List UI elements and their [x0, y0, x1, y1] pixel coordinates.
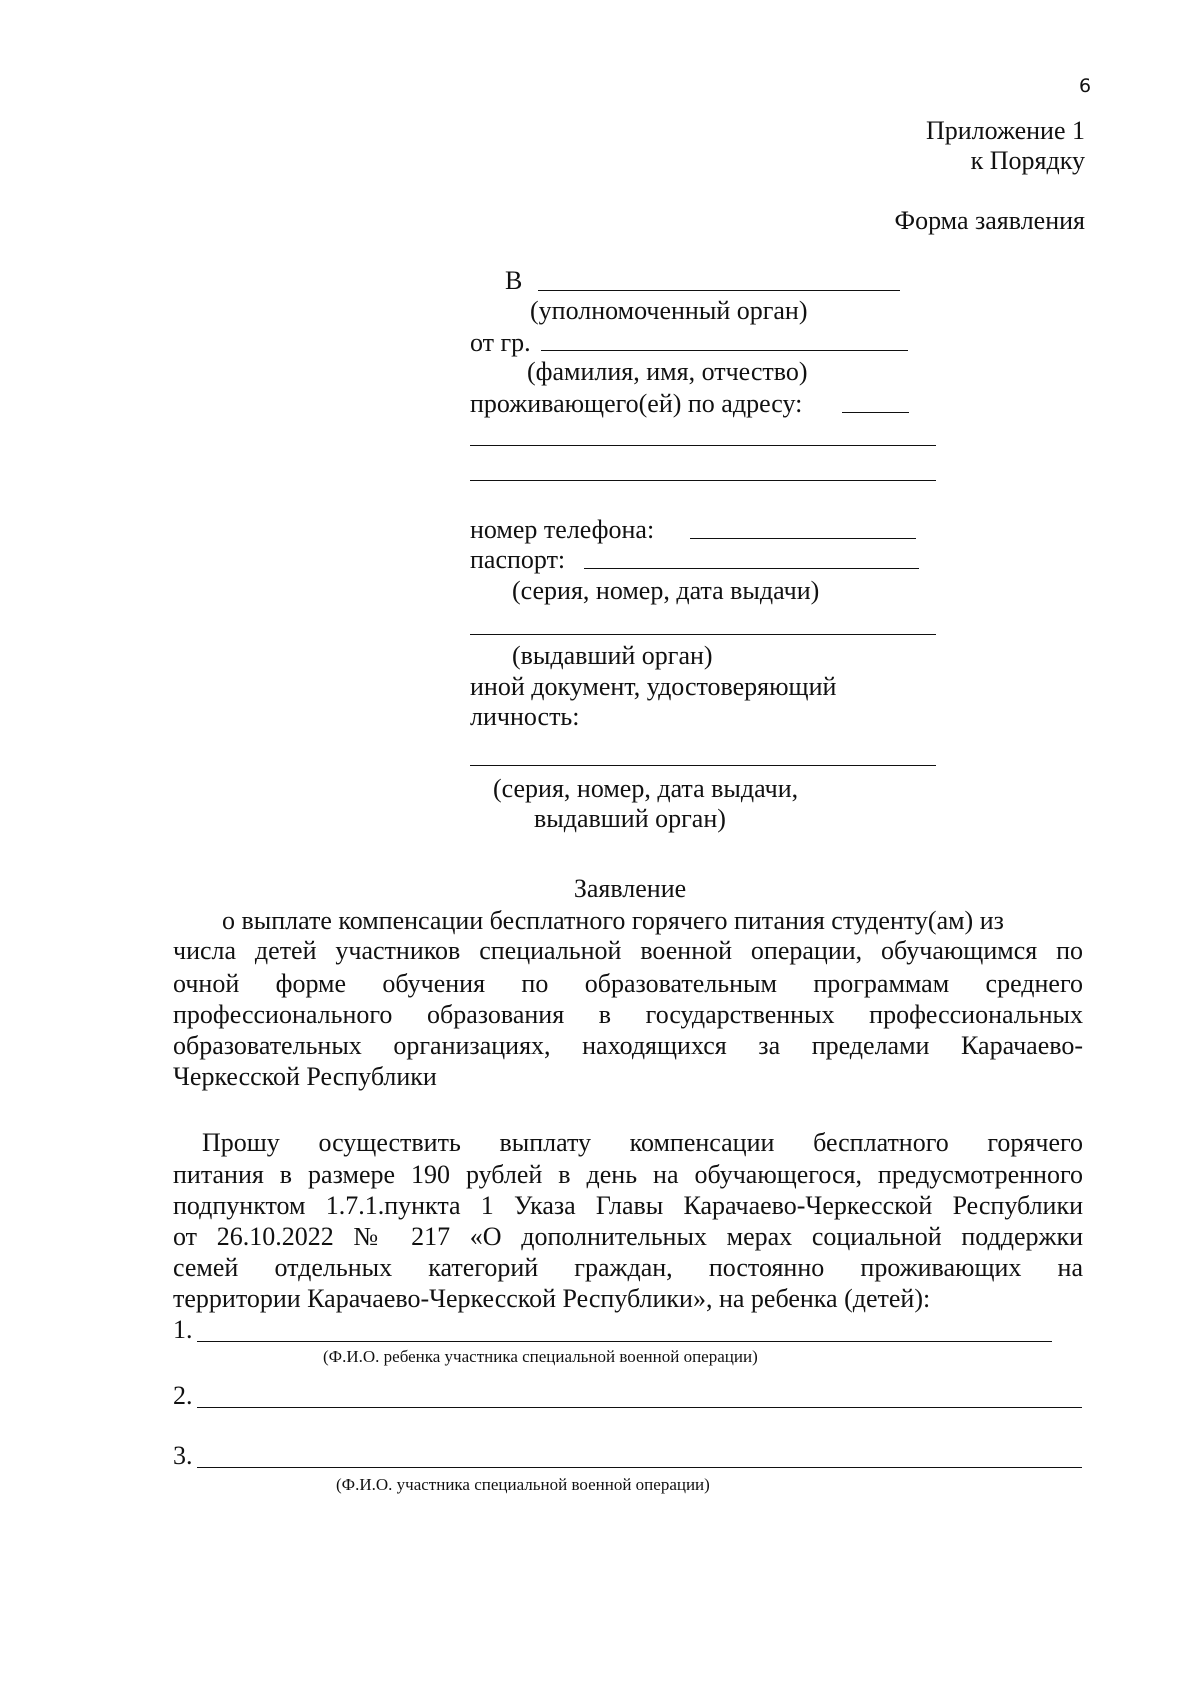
child-1-field-line[interactable]: [197, 1341, 1052, 1342]
passport-caption: (серия, номер, дата выдачи): [512, 576, 820, 605]
other-doc-line2: личность:: [470, 702, 580, 731]
body-line: семей отдельных категорий граждан, постоянно проживающих на: [173, 1253, 1083, 1282]
application-title: Заявление: [573, 874, 687, 903]
child-2-field-line[interactable]: [197, 1407, 1082, 1408]
to-field-line[interactable]: [538, 290, 900, 291]
to-label: В: [505, 266, 523, 295]
other-doc-field-line[interactable]: [470, 765, 936, 766]
subject-line: о выплате компенсации бесплатного горячего питания студенту(ам) из: [222, 906, 1004, 935]
other-doc-line1: иной документ, удостоверяющий: [470, 672, 837, 701]
to-caption: (уполномоченный орган): [530, 296, 808, 325]
body-line: Прошу осуществить выплату компенсации бесплатного горячего: [202, 1128, 1083, 1157]
phone-field-line[interactable]: [690, 538, 916, 539]
other-doc-caption-line1: (серия, номер, дата выдачи,: [493, 774, 799, 803]
body-line: территории Карачаево-Черкесской Республики», на ребенка (детей):: [173, 1284, 931, 1313]
child-3-field-line[interactable]: [197, 1467, 1082, 1468]
item-number: 3.: [173, 1441, 193, 1470]
passport-label: паспорт:: [470, 545, 566, 574]
from-field-line[interactable]: [541, 350, 908, 351]
appendix-line2: к Порядку: [970, 146, 1085, 175]
address-field-line-2[interactable]: [470, 445, 936, 446]
body-line: питания в размере 190 рублей в день на обучающегося, предусмотренного: [173, 1160, 1083, 1189]
body-line: подпунктом 1.7.1.пункта 1 Указа Главы Карачаево-Черкесской Республики: [173, 1191, 1083, 1220]
passport-field-line[interactable]: [584, 568, 919, 569]
item-number: 2.: [173, 1381, 193, 1410]
item3-caption: (Ф.И.О. участника специальной военной операции): [336, 1475, 710, 1494]
subject-line: очной форме обучения по образовательным программам среднего: [173, 969, 1083, 998]
body-line: от 26.10.2022 № 217 «О дополнительных мерах социальной поддержки: [173, 1222, 1083, 1251]
address-field-line-3[interactable]: [470, 480, 936, 481]
subject-line: числа детей участников специальной военной операции, обучающимся по: [173, 936, 1083, 965]
address-label: проживающего(ей) по адресу:: [470, 389, 803, 418]
appendix-line1: Приложение 1: [925, 116, 1085, 145]
subject-line: профессионального образования в государственных профессиональных: [173, 1000, 1083, 1029]
from-caption: (фамилия, имя, отчество): [527, 357, 808, 386]
other-doc-caption-line2: выдавший орган): [534, 804, 726, 833]
item1-caption: (Ф.И.О. ребенка участника специальной военной операции): [323, 1347, 758, 1366]
from-label: от гр.: [470, 328, 531, 357]
page-number: 6: [1079, 75, 1092, 97]
subject-line: Черкесской Республики: [173, 1062, 437, 1091]
passport-issuer-line[interactable]: [470, 634, 936, 635]
issuer-caption: (выдавший орган): [512, 641, 713, 670]
item-number: 1.: [173, 1315, 193, 1344]
subject-line: образовательных организациях, находящихся за пределами Карачаево-: [173, 1031, 1083, 1060]
form-title: Форма заявления: [894, 206, 1085, 235]
address-field-line-1[interactable]: [842, 412, 909, 413]
phone-label: номер телефона:: [470, 515, 655, 544]
